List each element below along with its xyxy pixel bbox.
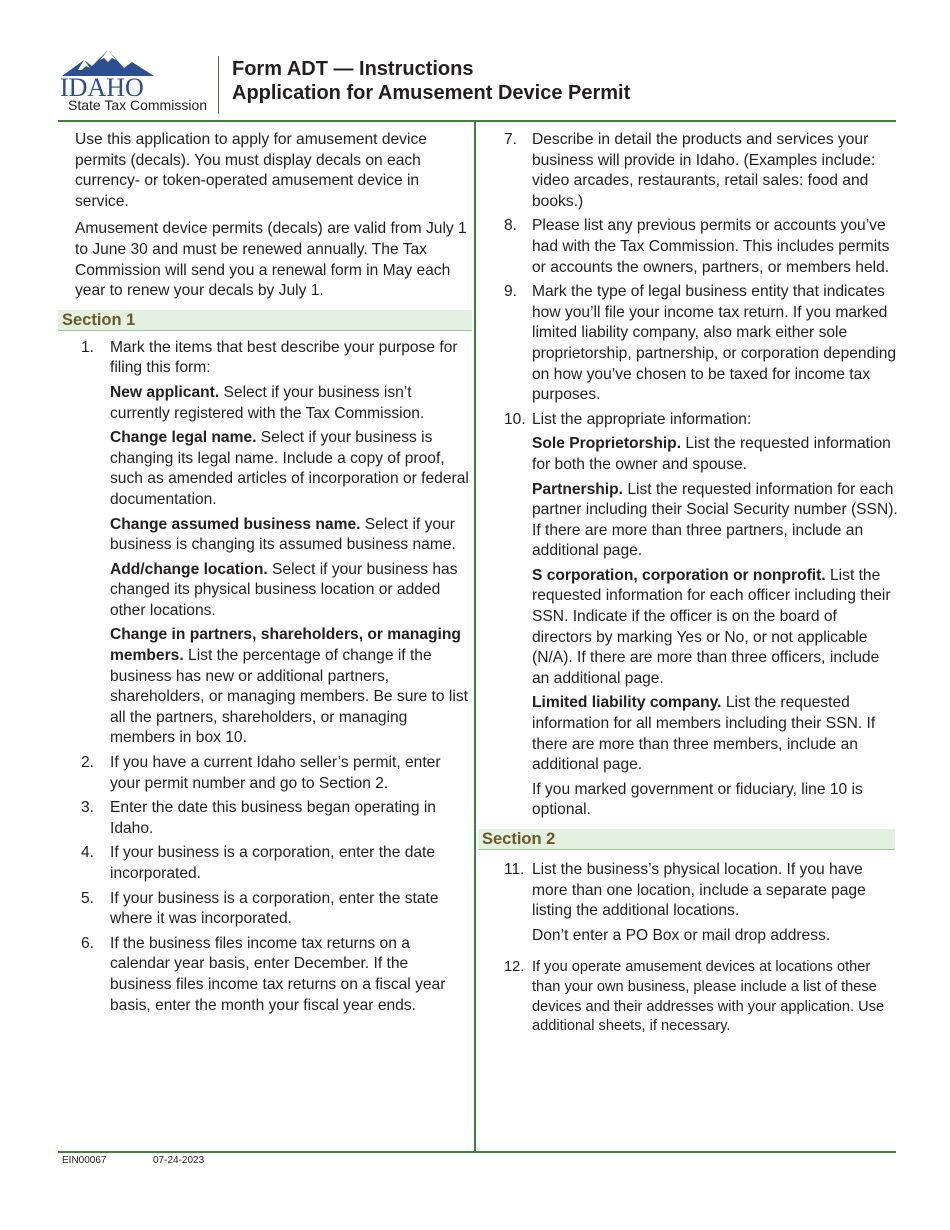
item-text: If the business files income tax returns on a calendar year basis, enter December. If the business files income tax returns on a fiscal year basis, enter the month your fiscal year ends. bbox=[110, 934, 446, 1014]
instruction-item bbox=[478, 130, 898, 212]
sub-item bbox=[110, 625, 472, 749]
item-number: 6. bbox=[80, 934, 94, 952]
instruction-item bbox=[478, 410, 898, 431]
intro-paragraph: Amusement device permits (decals) are valid from July 1 to June 30 and must be renewed annually. The Tax Commission will send you a renewal form in May each year to renew your decals by July 1. bbox=[75, 220, 467, 300]
instruction-item bbox=[58, 889, 472, 930]
page-header bbox=[58, 46, 896, 122]
sub-item-text: Select if your business isn’t currently registered with the Tax Commission. bbox=[110, 383, 425, 422]
sub-item-title: Sole Proprietorship. bbox=[532, 435, 682, 453]
sub-item-title: Add/change location. bbox=[110, 560, 268, 578]
item-text: Please list any previous permits or accounts you’ve had with the Tax Commission. This includes permits or accounts the owners, partners, or members held. bbox=[532, 217, 890, 276]
sub-item bbox=[532, 566, 898, 690]
left-column bbox=[58, 130, 472, 1020]
logo-word: IDAHO bbox=[60, 73, 144, 98]
instruction-item bbox=[478, 282, 898, 406]
sub-item-text: List the requested information for each officer including their SSN. Indicate if the officer is on the board of directors by marking Yes or No, or not applicable (N/A). If there are more than three officers, include an additional page. bbox=[532, 566, 891, 687]
sub-item bbox=[110, 428, 472, 510]
logo-caption: State Tax Commission bbox=[68, 97, 208, 113]
sub-item-title: New applicant. bbox=[110, 383, 220, 401]
item-number: 5. bbox=[80, 889, 94, 907]
sub-item bbox=[110, 383, 472, 424]
sub-item-text: List the requested information for all members including their SSN. If there are more than three members, include an additional page. bbox=[532, 694, 876, 774]
item-note: If you marked government or fiduciary, line 10 is optional. bbox=[532, 780, 863, 819]
item-text: If your business is a corporation, enter the state where it was incorporated. bbox=[110, 889, 439, 928]
item-text: List the appropriate information: bbox=[532, 410, 752, 428]
item-text: If you operate amusement devices at locations other than your own business, please include a list of these devices and their addresses with your application. Use additional sheets, if necessary. bbox=[532, 959, 885, 1035]
item-text: Mark the type of legal business entity that indicates how you’ll file your income tax return. If you marked limited liability company, also mark either sole proprietorship, partnership, or corporation depending on how you’ve chosen to be taxed for income tax purposes. bbox=[532, 283, 897, 404]
sub-item bbox=[532, 693, 898, 775]
item-number: 10. bbox=[504, 410, 526, 428]
instruction-item bbox=[478, 958, 898, 1036]
item-number: 12. bbox=[504, 959, 525, 976]
section-2-heading: Section 2 bbox=[478, 829, 895, 850]
instruction-item bbox=[58, 843, 472, 884]
idaho-tax-commission-logo bbox=[58, 46, 210, 116]
sub-item-title: Partnership. bbox=[532, 480, 623, 498]
section-1-heading: Section 1 bbox=[58, 310, 472, 331]
item-number: 8. bbox=[504, 217, 518, 235]
bottom-rule bbox=[58, 1151, 896, 1153]
instruction-item bbox=[478, 860, 898, 922]
instruction-item bbox=[58, 338, 472, 379]
item-number: 2. bbox=[80, 754, 94, 772]
column-rule bbox=[474, 121, 476, 1152]
item-text: Enter the date this business began operating in Idaho. bbox=[110, 799, 436, 837]
item-number: 4. bbox=[80, 844, 94, 862]
sub-item bbox=[110, 515, 472, 556]
item-number: 7. bbox=[504, 131, 518, 148]
sub-item-title: Change in partners, shareholders, or managing members. bbox=[110, 626, 461, 665]
sub-item-text: List the requested information for each partner including their Social Security number (SSN). If there are more than three partners, include an additional page. bbox=[532, 480, 898, 560]
item-note: Don’t enter a PO Box or mail drop address. bbox=[532, 926, 831, 944]
header-divider bbox=[218, 56, 219, 114]
item-number: 3. bbox=[80, 799, 94, 817]
right-column bbox=[478, 130, 898, 1041]
item-text: Describe in detail the products and services your business will provide in Idaho. (Examples include: video arcades, restaurants, retail sales: food and books.) bbox=[532, 131, 876, 210]
sub-item bbox=[110, 560, 472, 622]
revision-date: 07-24-2023 bbox=[153, 1155, 205, 1166]
sub-item-text: Select if your business is changing its assumed business name. bbox=[110, 515, 456, 554]
mountain-logo-icon bbox=[58, 46, 168, 98]
item-text: Mark the items that best describe your purpose for filing this form: bbox=[110, 338, 458, 377]
item-text: If you have a current Idaho seller’s permit, enter your permit number and go to Section 2. bbox=[110, 754, 441, 792]
item-number: 1. bbox=[80, 338, 94, 356]
page-title: Form ADT — Instructions bbox=[232, 58, 474, 80]
sub-item-title: Limited liability company. bbox=[532, 694, 722, 712]
item-text: If your business is a corporation, enter the date incorporated. bbox=[110, 844, 436, 882]
sub-item-title: S corporation, corporation or nonprofit. bbox=[532, 566, 826, 584]
sub-item-text: Select if your business has changed its physical business location or added other locations. bbox=[110, 560, 458, 619]
sub-item-title: Change assumed business name. bbox=[110, 515, 361, 533]
sub-item-text: List the requested information for both the owner and spouse. bbox=[532, 435, 891, 473]
item-text: List the business’s physical location. If you have more than one location, include a separate page listing the additional locations. bbox=[532, 861, 866, 920]
sub-item bbox=[532, 480, 898, 562]
instruction-item bbox=[478, 216, 898, 278]
intro-paragraph: Use this application to apply for amusement device permits (decals). You must display decals on each currency- or token-operated amusement device in service. bbox=[75, 131, 427, 210]
sub-item-text: Select if your business is changing its legal name. Include a copy of proof, such as amended articles of incorporation or federal documentation. bbox=[110, 429, 469, 508]
sub-item-title: Change legal name. bbox=[110, 429, 257, 447]
top-rule bbox=[58, 120, 896, 122]
instruction-item bbox=[58, 934, 472, 1016]
page-subtitle: Application for Amusement Device Permit bbox=[232, 82, 631, 104]
sub-item-text: List the percentage of change if the business has new or additional partners, shareholders, or managing members. Be sure to list all the partners, shareholders, or managing members in box 10. bbox=[110, 647, 468, 747]
item-number: 11. bbox=[504, 861, 525, 878]
item-number: 9. bbox=[504, 283, 518, 301]
instruction-item bbox=[58, 753, 472, 794]
instruction-item bbox=[58, 798, 472, 839]
form-code: EIN00067 bbox=[62, 1155, 107, 1166]
sub-item bbox=[532, 434, 898, 475]
